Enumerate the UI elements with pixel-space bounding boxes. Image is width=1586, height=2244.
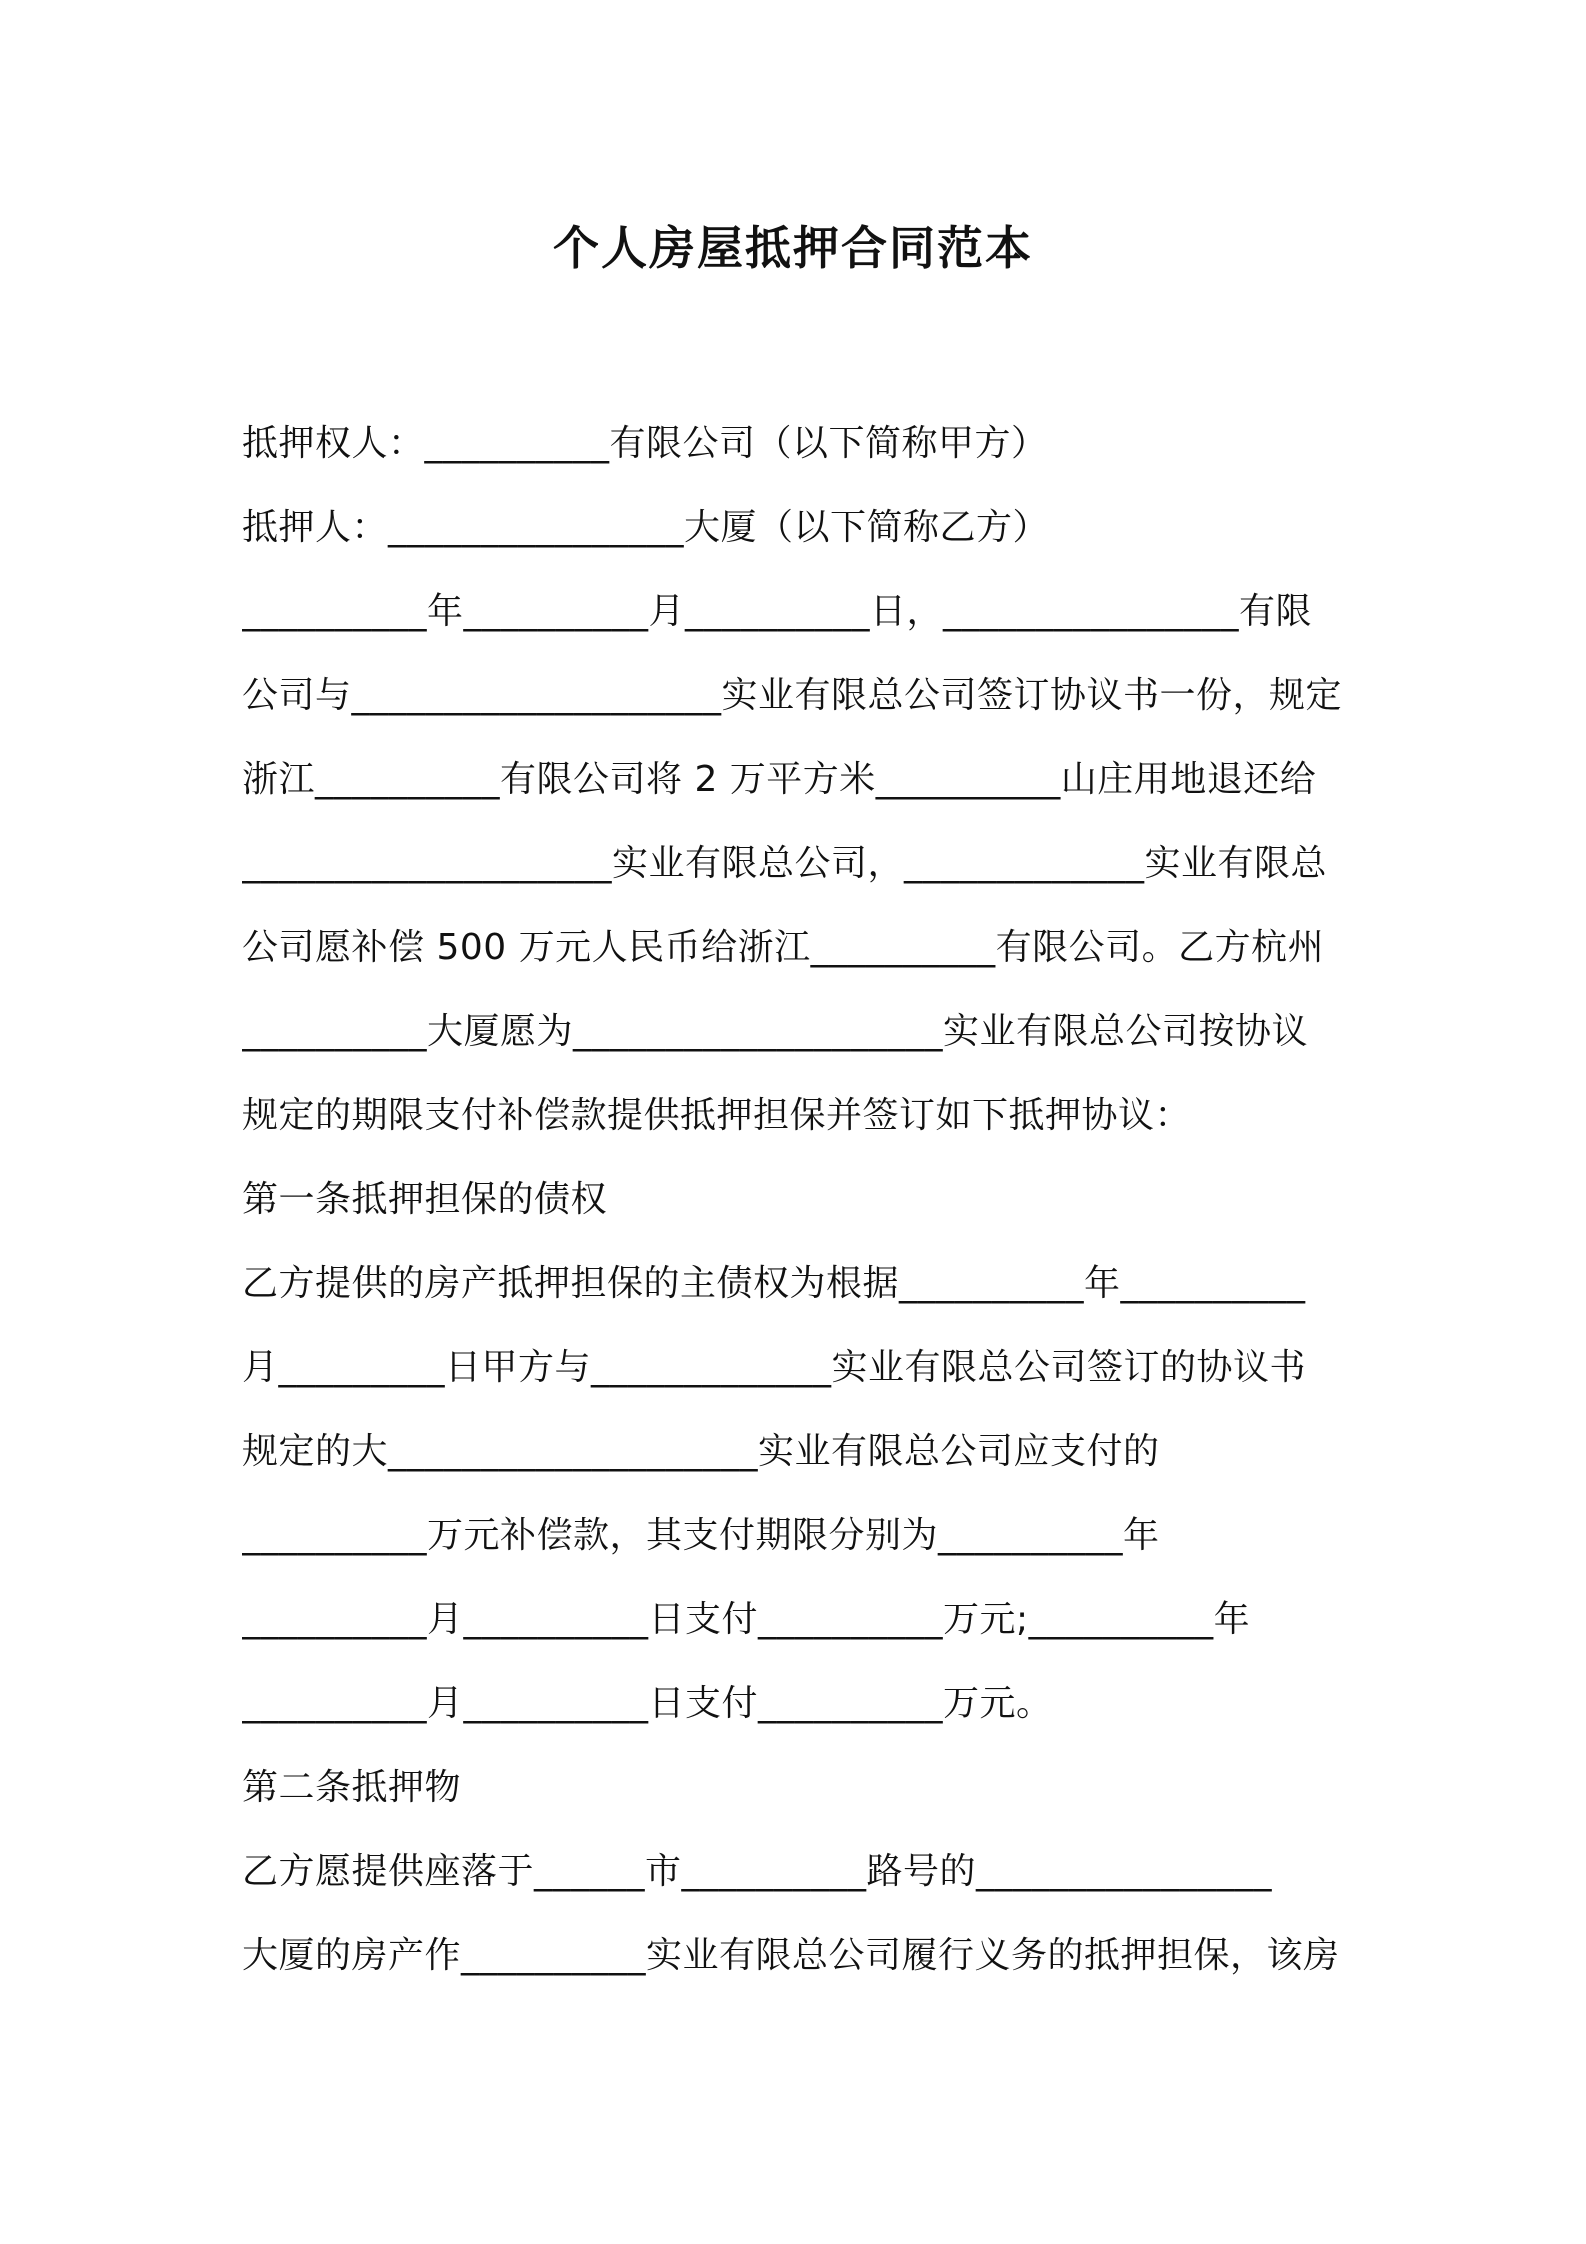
paragraph-line: __________万元补偿款，其支付期限分别为__________年 — [242, 1515, 1160, 1556]
section-heading: 第一条抵押担保的债权 — [242, 1179, 608, 1220]
paragraph-line: 乙方提供的房产抵押担保的主债权为根据__________年__________ — [242, 1263, 1306, 1304]
paragraph-line: 抵押权人：__________有限公司（以下简称甲方） — [242, 423, 1048, 464]
paragraph-line: 规定的大____________________实业有限总公司应支付的 — [242, 1431, 1160, 1472]
paragraph-line: 公司愿补偿 500 万元人民币给浙江__________有限公司。乙方杭州 — [242, 927, 1325, 968]
paragraph-line: __________月__________日支付__________万元。 — [242, 1683, 1053, 1724]
paragraph-line: 浙江__________有限公司将 2 万平方米__________山庄用地退还给 — [242, 759, 1317, 800]
paragraph-line: 抵押人：________________大厦（以下简称乙方） — [242, 507, 1050, 548]
paragraph-line: __________大厦愿为____________________实业有限总公司按协议 — [242, 1011, 1309, 1052]
paragraph-line: 月_________日甲方与_____________实业有限总公司签订的协议书 — [242, 1347, 1307, 1388]
section-heading: 第二条抵押物 — [242, 1767, 462, 1808]
document-body — [242, 402, 1362, 1998]
document-title: 个人房屋抵押合同范本 — [553, 221, 1033, 275]
paragraph-line: 规定的期限支付补偿款提供抵押担保并签订如下抵押协议： — [242, 1095, 1192, 1136]
paragraph-line: __________年__________月__________日，________________有限 — [242, 591, 1312, 632]
paragraph-line: 大厦的房产作__________实业有限总公司履行义务的抵押担保，该房 — [242, 1935, 1340, 1976]
paragraph-line: 乙方愿提供座落于______市__________路号的________________ — [242, 1851, 1273, 1892]
paragraph-line: ____________________实业有限总公司，_____________实业有限总 — [242, 843, 1328, 884]
paragraph-line: 公司与____________________实业有限总公司签订协议书一份，规定 — [242, 675, 1343, 716]
paragraph-line: __________月__________日支付__________万元;__________年 — [242, 1599, 1251, 1640]
